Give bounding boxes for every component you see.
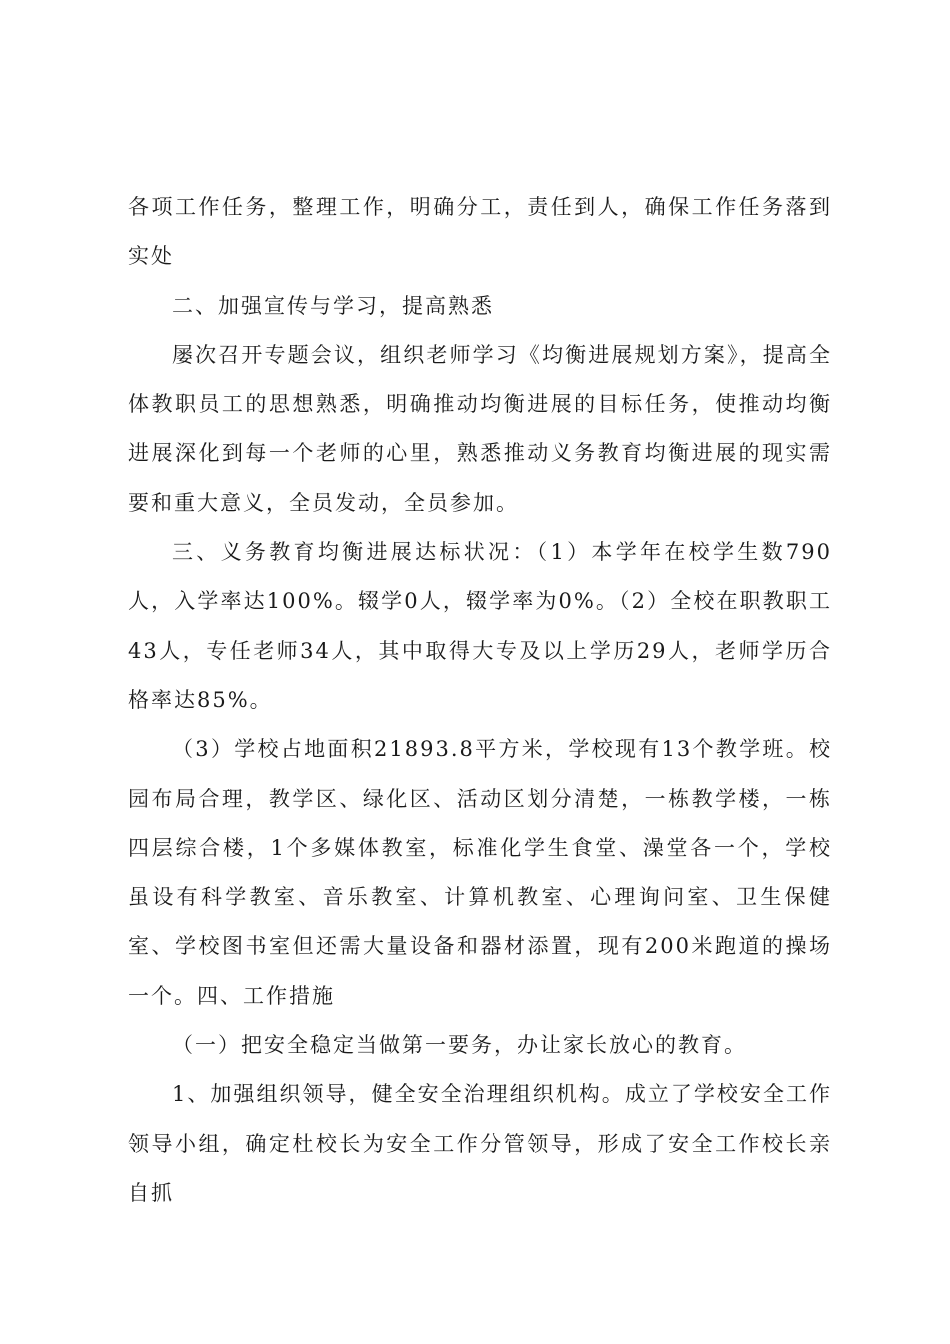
document-body: [128, 183, 832, 1218]
section-heading-2: 二、加强宣传与学习，提高熟悉: [172, 293, 494, 318]
paragraph-school-facilities: （3）学校占地面积21893.8平方米，学校现有13个教学班。校园布局合理，教学区、绿化区、活动区划分清楚，一栋教学楼，一栋四层综合楼，1个多媒体教室，标准化学生食堂、澡堂各一个，学校虽设有科学教室、音乐教室、计算机教室、心理询问室、卫生保健室、学校图书室但还需大量设备和器材添置，现有200米跑道的操场一个。四、工作措施: [128, 737, 832, 1008]
paragraph-safety-organization: 1、加强组织领导，健全安全治理组织机构。成立了学校安全工作领导小组，确定杜校长为安全工作分管领导，形成了安全工作校长亲自抓: [128, 1082, 832, 1205]
subsection-heading-1: （一）把安全稳定当做第一要务，办让家长放心的教育。: [172, 1033, 747, 1058]
paragraph-continuation: 各项工作任务，整理工作，明确分工，责任到人，确保工作任务落到实处: [128, 195, 832, 269]
paragraph-meetings: 屡次召开专题会议，组织老师学习《均衡进展规划方案》，提高全体教职员工的思想熟悉，明确推动均衡进展的目标任务，使推动均衡进展深化到每一个老师的心里，熟悉推动义务教育均衡进展的现实需要和重大意义，全员发动，全员参加。: [128, 342, 832, 515]
section-heading-3: 三、义务教育均衡进展达标状况：（1）本学年在校学生数790人，入学率达100%。辍学0人，辍学率为0%。（2）全校在职教职工43人，专任老师34人，其中取得大专及以上学历29人，老师学历合格率达85%。: [128, 540, 832, 712]
